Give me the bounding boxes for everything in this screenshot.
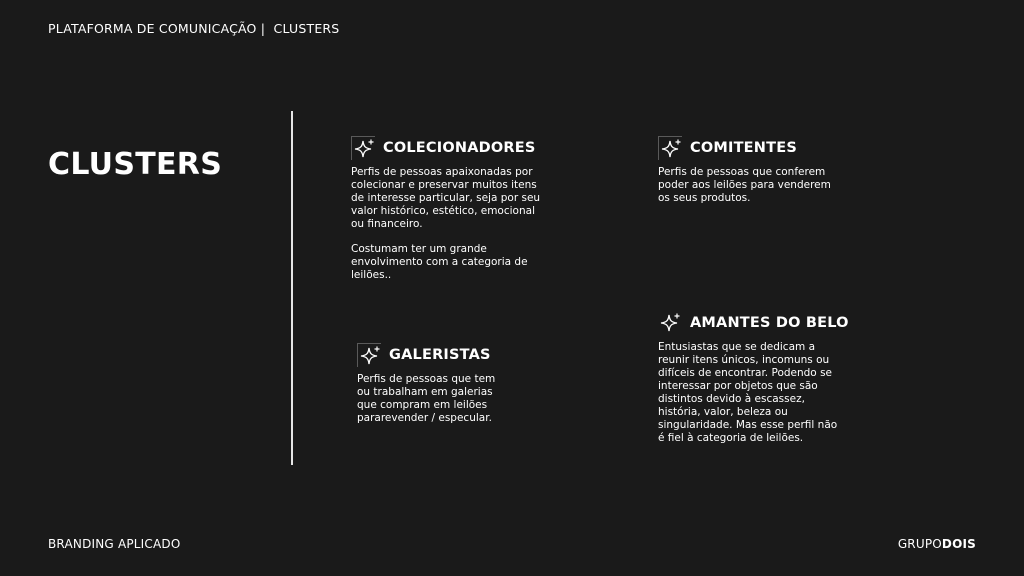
cluster-title: GALERISTAS [389,347,491,363]
cluster-colecionadores [351,136,546,282]
sparkle-icon [658,311,682,335]
cluster-amantes-do-belo [658,311,849,445]
sparkle-icon [357,343,381,367]
cluster-header [351,136,546,160]
page-title: CLUSTERS [48,147,223,182]
cluster-description [658,341,843,445]
cluster-paragraph: Perfis de pessoas que tem ou trabalham em galerias que compram em leilões pararevender / especular. [357,373,496,424]
cluster-galeristas [357,343,507,425]
vertical-divider [291,111,293,465]
cluster-description [658,166,843,205]
sparkle-icon [658,136,682,160]
cluster-paragraph: Perfis de pessoas que conferem poder aos leilões para venderem os seus produtos. [658,166,831,204]
cluster-description [351,166,546,282]
brand-prefix: GRUPO [897,537,942,551]
cluster-header [357,343,507,367]
cluster-comitentes [658,136,843,205]
cluster-title: COMITENTES [690,140,797,156]
cluster-paragraph: Costumam ter um grande envolvimento com a categoria de leilões.. [351,243,528,281]
footer-label: BRANDING APLICADO [48,537,181,551]
brand-logo [898,537,976,551]
brand-suffix: DOIS [941,537,976,551]
cluster-header [658,311,849,335]
cluster-header [658,136,843,160]
cluster-description [357,373,507,425]
cluster-paragraph: Perfis de pessoas apaixonadas por colecionar e preservar muitos itens de interesse particular, seja por seu valor histórico, estético, emocional ou financeiro. [351,166,541,230]
cluster-title: AMANTES DO BELO [690,315,849,331]
sparkle-icon [351,136,375,160]
cluster-title: COLECIONADORES [383,140,536,156]
header-section-label: PLATAFORMA DE COMUNICAÇÃO | CLUSTERS [48,21,340,36]
cluster-paragraph: Entusiastas que se dedicam a reunir itens únicos, incomuns ou difíceis de encontrar. Podendo se interessar por objetos que são distintos devido à escassez, história, valor, beleza ou singularidade. Mas esse perfil não é fiel à categoria de leilões. [658,341,838,444]
